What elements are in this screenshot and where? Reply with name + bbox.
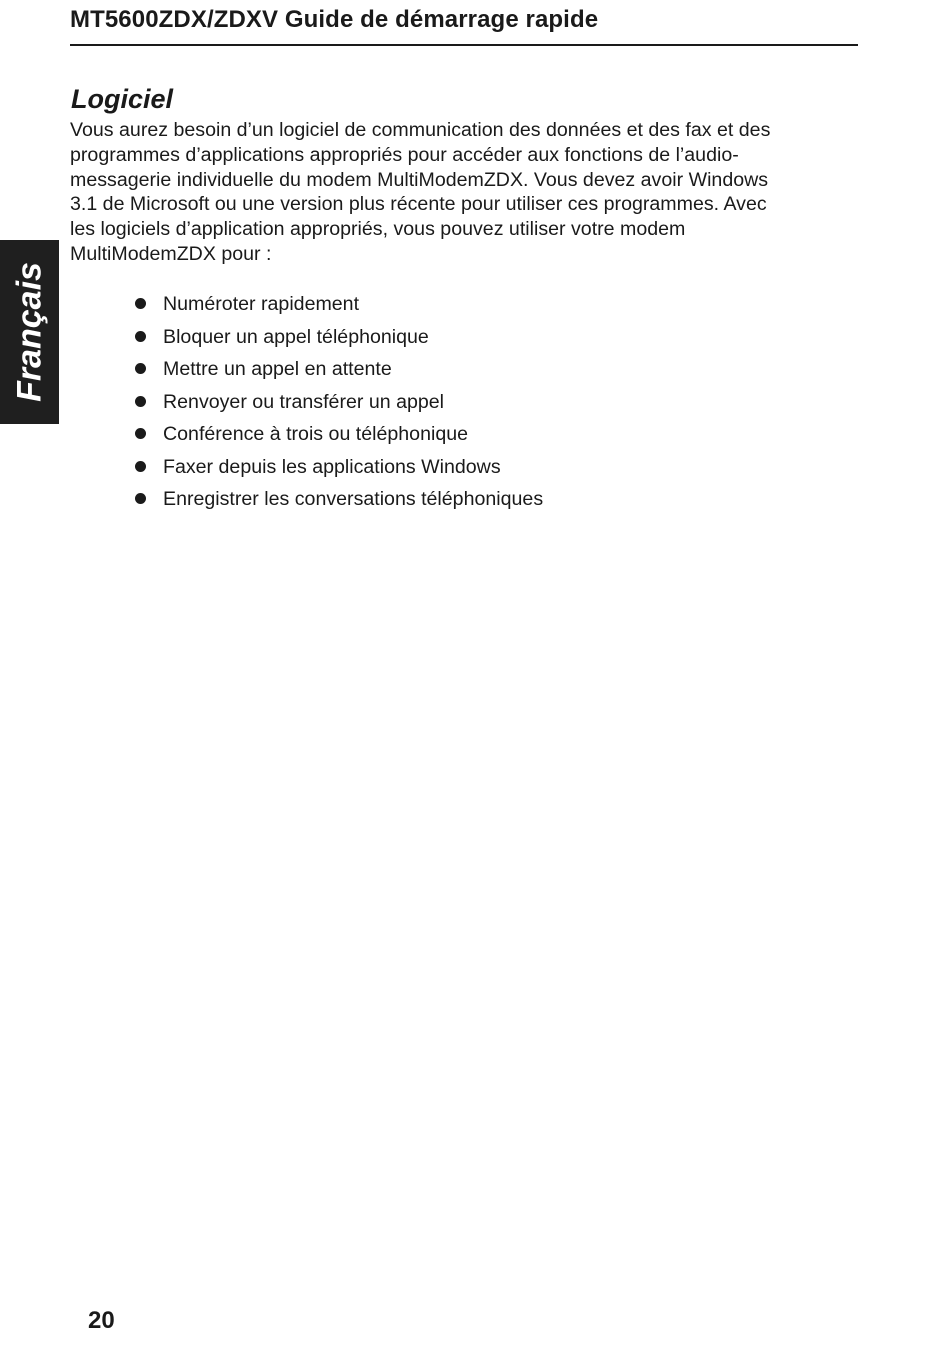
paragraph-line: 3.1 de Microsoft ou une version plus récente pour utiliser ces programmes. Avec	[70, 193, 767, 216]
header-divider	[70, 44, 858, 46]
bullet-icon	[135, 298, 146, 309]
language-tab-label: Français	[10, 262, 48, 402]
paragraph-line: MultiModemZDX pour :	[70, 242, 272, 265]
paragraph-line: programmes d’applications appropriés pour accéder aux fonctions de l’audio-	[70, 143, 739, 166]
section-heading: Logiciel	[71, 84, 174, 114]
language-side-tab	[0, 240, 59, 424]
list-item-label: Conférence à trois ou téléphonique	[163, 423, 469, 445]
paragraph-line: les logiciels d’application appropriés, vous pouvez utiliser votre modem	[70, 218, 686, 241]
page-number: 20	[88, 1307, 115, 1334]
bullet-icon	[135, 493, 146, 504]
bullet-icon	[135, 396, 146, 407]
list-item-label: Enregistrer les conversations téléphoniques	[163, 488, 544, 510]
list-item-label: Faxer depuis les applications Windows	[163, 455, 501, 478]
list-item-label: Mettre un appel en attente	[163, 358, 392, 380]
body-paragraph	[70, 118, 860, 267]
list-item-label: Bloquer un appel téléphonique	[163, 325, 429, 348]
bullet-icon	[135, 461, 146, 472]
list-item-label: Renvoyer ou transférer un appel	[163, 390, 445, 413]
bullet-icon	[135, 331, 146, 342]
paragraph-line: messagerie individuelle du modem MultiModemZDX. Vous devez avoir Windows	[70, 168, 769, 191]
page-header-title: MT5600ZDX/ZDXV Guide de démarrage rapide	[70, 6, 599, 33]
paragraph-line: Vous aurez besoin d’un logiciel de communication des données et des fax et des	[70, 119, 771, 141]
list-item-label: Numéroter rapidement	[163, 293, 360, 315]
bullet-icon	[135, 363, 146, 374]
bullet-icon	[135, 428, 146, 439]
